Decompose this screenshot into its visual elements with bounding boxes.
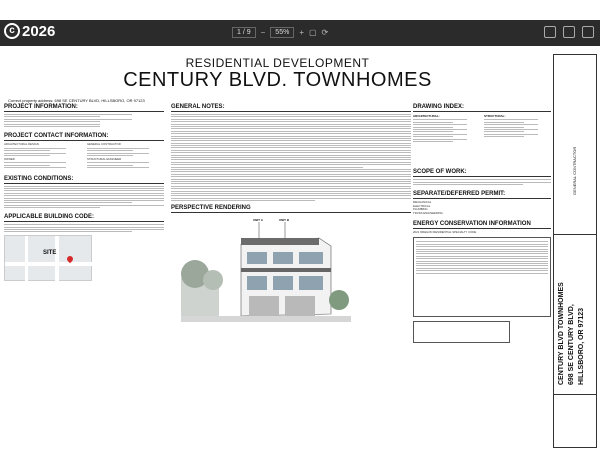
page-controls — [232, 27, 328, 38]
download-icon[interactable] — [544, 26, 556, 38]
applicable-code-block — [4, 214, 164, 281]
project-information-block — [4, 104, 164, 127]
energy-note: 2021 OREGON RESIDENTIAL SPECIALTY CODE — [413, 230, 477, 235]
title-block-sheet-label: GENERAL CONTRACTOR — [572, 146, 577, 195]
energy-block — [413, 221, 551, 343]
zoom-level[interactable]: 55% — [270, 27, 294, 38]
project-contact-heading: PROJECT CONTACT INFORMATION: — [4, 133, 164, 141]
page-indicator[interactable]: 1 / 9 — [232, 27, 256, 38]
structural-index-label: STRUCTURAL: — [484, 114, 506, 118]
scope-of-work-block — [413, 169, 551, 185]
center-column — [171, 104, 411, 326]
perspective-heading: PERSPECTIVE RENDERING — [171, 205, 411, 213]
deferred-item: ELECTRICAL — [413, 203, 431, 208]
sheet-title: CENTURY BLVD. TOWNHOMES — [123, 69, 432, 91]
architectural-label: ARCHITECTURAL DESIGN — [4, 141, 39, 146]
copyright-icon: c — [4, 23, 20, 39]
zoom-in-button[interactable]: + — [299, 28, 304, 37]
title-block-footer — [554, 395, 596, 447]
owner-label: OWNER — [4, 156, 15, 161]
title-block-address-2: HILLSBORO, OR 97123 — [578, 307, 585, 385]
drawing-index-block — [413, 104, 551, 143]
site-label: SITE — [43, 250, 57, 257]
applicable-code-heading: APPLICABLE BUILDING CODE: — [4, 214, 164, 222]
title-block-project — [554, 235, 596, 395]
sheet-subtitle: RESIDENTIAL DEVELOPMENT — [185, 56, 370, 70]
title-block-stamp-area — [554, 55, 596, 235]
structural-label: STRUCTURAL ENGINEER — [87, 156, 122, 161]
general-notes-heading: GENERAL NOTES: — [171, 104, 411, 112]
viewer-toolbar — [0, 20, 600, 46]
existing-conditions-block — [4, 176, 164, 209]
deferred-item: PLUMBING — [413, 207, 428, 212]
viewer-actions — [544, 26, 594, 38]
project-information-heading: PROJECT INFORMATION: — [4, 104, 164, 112]
existing-conditions-heading: EXISTING CONDITIONS: — [4, 176, 164, 184]
drawing-index-heading: DRAWING INDEX: — [413, 104, 551, 112]
unit-a-label: UNIT A — [253, 218, 263, 223]
architectural-index-label: ARCHITECTURAL: — [413, 114, 440, 118]
viewer-title: 2026 — [22, 23, 56, 40]
zoom-out-button[interactable]: − — [260, 28, 266, 37]
energy-table — [413, 237, 551, 317]
deferred-item: MECHANICAL — [413, 200, 432, 205]
general-notes-text — [171, 114, 411, 201]
site-map — [4, 235, 92, 281]
title-block-address-1: 698 SE CENTURY BLVD, — [568, 304, 575, 385]
unit-b-label: UNIT B — [279, 218, 289, 223]
left-column — [4, 104, 164, 287]
print-icon[interactable] — [563, 26, 575, 38]
energy-heading: ENERGY CONSERVATION INFORMATION — [413, 221, 551, 229]
drawing-sheet — [0, 46, 600, 450]
perspective-rendering-image — [181, 216, 351, 326]
property-address: Correct property address: 698 SE CENTURY BLVD, HILLSBORO, OR 97123 — [8, 98, 145, 103]
deferred-item: TRUSS ENGINEERING — [413, 210, 443, 215]
general-contractor-label: GENERAL CONTRACTOR — [87, 141, 121, 146]
rotate-icon[interactable]: ⟳ — [321, 28, 329, 37]
deferred-permit-heading: SEPARATE/DEFERRED PERMIT: — [413, 191, 551, 199]
fit-page-icon[interactable]: ▢ — [308, 28, 317, 37]
project-contact-block — [4, 133, 164, 170]
scope-of-work-heading: SCOPE OF WORK: — [413, 169, 551, 177]
right-column — [413, 104, 551, 349]
deferred-permit-block — [413, 191, 551, 215]
title-block — [553, 54, 597, 448]
more-icon[interactable] — [582, 26, 594, 38]
fenestration-table — [413, 321, 510, 343]
title-block-project-name: CENTURY BLVD TOWNHOMES — [558, 282, 565, 385]
